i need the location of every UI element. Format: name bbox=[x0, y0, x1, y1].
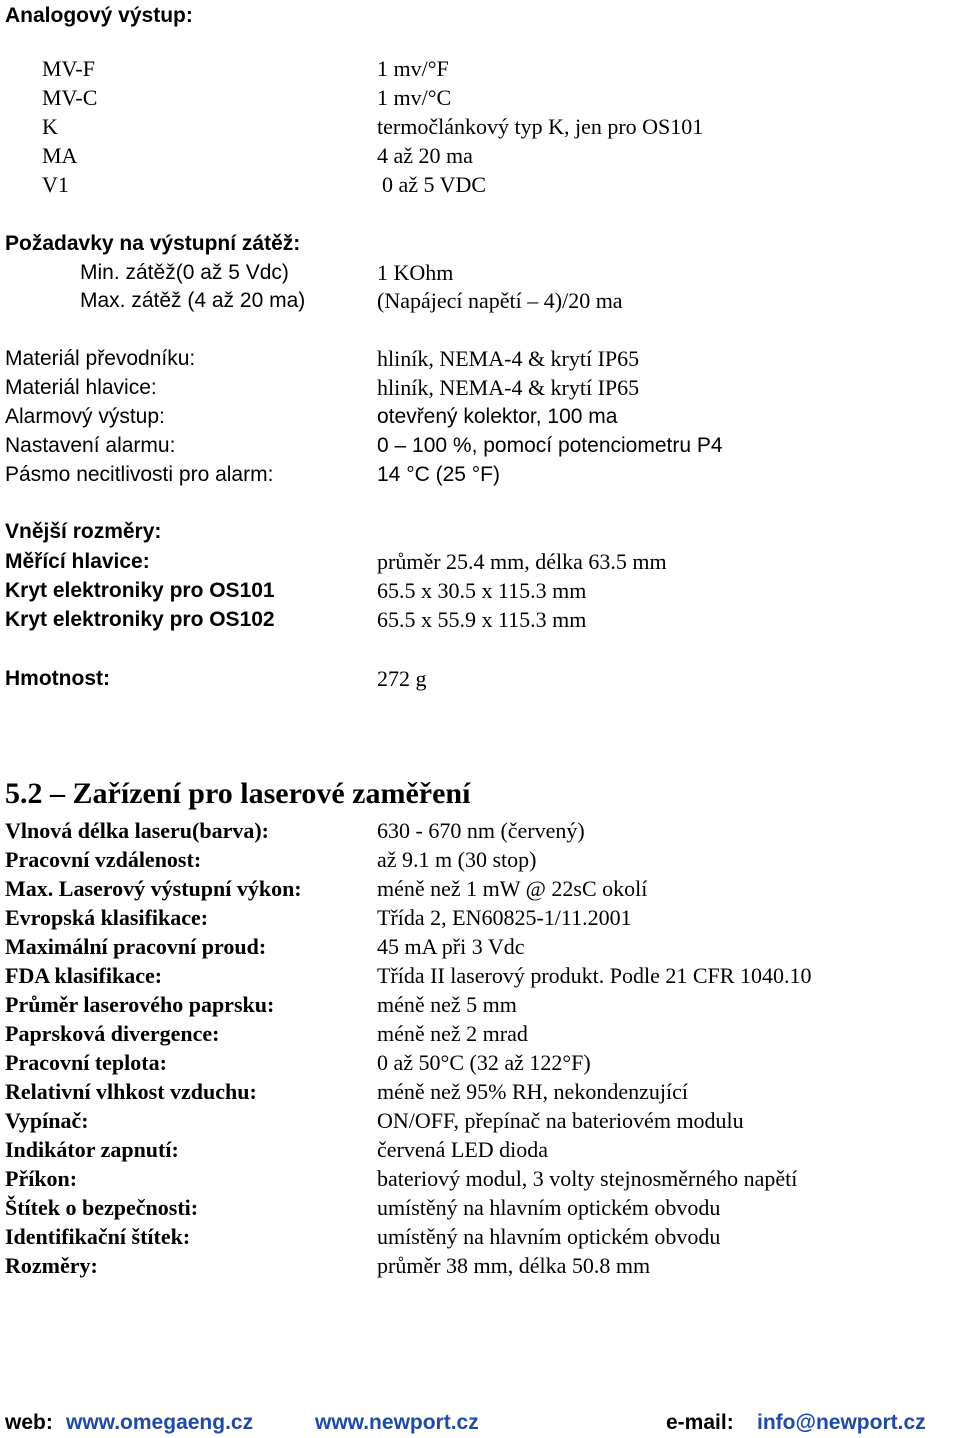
analog-label: MV-C bbox=[42, 85, 98, 110]
load-heading: Požadavky na výstupní zátěž: bbox=[5, 232, 301, 255]
laser-value: Třída 2, EN60825-1/11.2001 bbox=[377, 905, 632, 930]
dimension-value: 65.5 x 30.5 x 115.3 mm bbox=[377, 578, 587, 603]
analog-value: 0 až 5 VDC bbox=[382, 172, 487, 197]
laser-value: až 9.1 m (30 stop) bbox=[377, 847, 537, 872]
laser-label: Příkon: bbox=[5, 1166, 78, 1191]
dimension-value: 65.5 x 55.9 x 115.3 mm bbox=[377, 607, 587, 632]
laser-value: 0 až 50°C (32 až 122°F) bbox=[377, 1050, 591, 1075]
laser-label: Maximální pracovní proud: bbox=[5, 934, 267, 959]
analog-value: termočlánkový typ K, jen pro OS101 bbox=[377, 114, 704, 139]
laser-value: červená LED dioda bbox=[377, 1137, 549, 1162]
footer-email-label: e-mail: bbox=[666, 1411, 734, 1434]
analog-value: 1 mv/°F bbox=[377, 56, 449, 81]
laser-label: Paprsková divergence: bbox=[5, 1021, 220, 1046]
footer-web-label: web: bbox=[5, 1411, 53, 1434]
material-label: Nastavení alarmu: bbox=[5, 434, 176, 457]
laser-value: umístěný na hlavním optickém obvodu bbox=[377, 1224, 721, 1249]
analog-label: MV-F bbox=[42, 56, 95, 81]
laser-label: Rozměry: bbox=[5, 1253, 98, 1278]
laser-section-heading: 5.2 – Zařízení pro laserové zaměření bbox=[5, 777, 471, 810]
material-label: Pásmo necitlivosti pro alarm: bbox=[5, 463, 274, 486]
footer-web-link-newport[interactable]: www.newport.cz bbox=[315, 1411, 479, 1434]
dimension-label: Kryt elektroniky pro OS102 bbox=[5, 608, 275, 631]
analog-label: V1 bbox=[42, 172, 69, 197]
load-label: Min. zátěž(0 až 5 Vdc) bbox=[80, 261, 289, 284]
weight-label: Hmotnost: bbox=[5, 667, 110, 690]
laser-label: Pracovní teplota: bbox=[5, 1050, 167, 1075]
material-value: hliník, NEMA-4 & krytí IP65 bbox=[377, 346, 640, 371]
analog-label: MA bbox=[42, 143, 78, 168]
laser-value: bateriový modul, 3 volty stejnosměrného napětí bbox=[377, 1166, 798, 1191]
load-value: (Napájecí napětí – 4)/20 ma bbox=[377, 288, 623, 313]
laser-value: průměr 38 mm, délka 50.8 mm bbox=[377, 1253, 651, 1278]
weight-value: 272 g bbox=[377, 666, 427, 691]
laser-value: méně než 1 mW @ 22sC okolí bbox=[377, 876, 648, 901]
laser-label: Identifikační štítek: bbox=[5, 1224, 191, 1249]
laser-label: Vypínač: bbox=[5, 1108, 89, 1133]
laser-value: Třída II laserový produkt. Podle 21 CFR 1040.10 bbox=[377, 963, 812, 988]
laser-value: umístěný na hlavním optickém obvodu bbox=[377, 1195, 721, 1220]
material-label: Materiál hlavice: bbox=[5, 376, 157, 399]
material-label: Alarmový výstup: bbox=[5, 405, 165, 428]
material-value: hliník, NEMA-4 & krytí IP65 bbox=[377, 375, 640, 400]
material-label: Materiál převodníku: bbox=[5, 347, 196, 370]
laser-value: méně než 95% RH, nekondenzující bbox=[377, 1079, 688, 1104]
dimension-label: Měřící hlavice: bbox=[5, 550, 150, 573]
laser-label: Relativní vlhkost vzduchu: bbox=[5, 1079, 257, 1104]
laser-label: FDA klasifikace: bbox=[5, 963, 163, 988]
dimension-label: Kryt elektroniky pro OS101 bbox=[5, 579, 275, 602]
analog-output-heading: Analogový výstup: bbox=[5, 4, 193, 27]
laser-label: Evropská klasifikace: bbox=[5, 905, 209, 930]
laser-label: Max. Laserový výstupní výkon: bbox=[5, 876, 302, 901]
load-value: 1 KOhm bbox=[377, 260, 454, 285]
laser-label: Průměr laserového paprsku: bbox=[5, 992, 275, 1017]
analog-label: K bbox=[42, 114, 58, 139]
dimensions-heading: Vnější rozměry: bbox=[5, 520, 162, 543]
material-value: otevřený kolektor, 100 ma bbox=[377, 405, 618, 428]
laser-label: Pracovní vzdálenost: bbox=[5, 847, 202, 872]
laser-value: méně než 2 mrad bbox=[377, 1021, 528, 1046]
load-label: Max. zátěž (4 až 20 ma) bbox=[80, 289, 306, 312]
analog-value: 1 mv/°C bbox=[377, 85, 452, 110]
laser-value: méně než 5 mm bbox=[377, 992, 517, 1017]
dimension-value: průměr 25.4 mm, délka 63.5 mm bbox=[377, 549, 667, 574]
laser-value: 45 mA při 3 Vdc bbox=[377, 934, 525, 959]
laser-label: Indikátor zapnutí: bbox=[5, 1137, 179, 1162]
analog-value: 4 až 20 ma bbox=[377, 143, 473, 168]
laser-label: Štítek o bezpečnosti: bbox=[5, 1195, 199, 1220]
footer-email-link[interactable]: info@newport.cz bbox=[757, 1411, 926, 1434]
laser-label: Vlnová délka laseru(barva): bbox=[5, 818, 269, 843]
laser-value: ON/OFF, přepínač na bateriovém modulu bbox=[377, 1108, 744, 1133]
material-value: 0 – 100 %, pomocí potenciometru P4 bbox=[377, 434, 723, 457]
laser-value: 630 - 670 nm (červený) bbox=[377, 818, 585, 843]
footer-web-link-omega[interactable]: www.omegaeng.cz bbox=[66, 1411, 254, 1434]
material-value: 14 °C (25 °F) bbox=[377, 463, 500, 486]
